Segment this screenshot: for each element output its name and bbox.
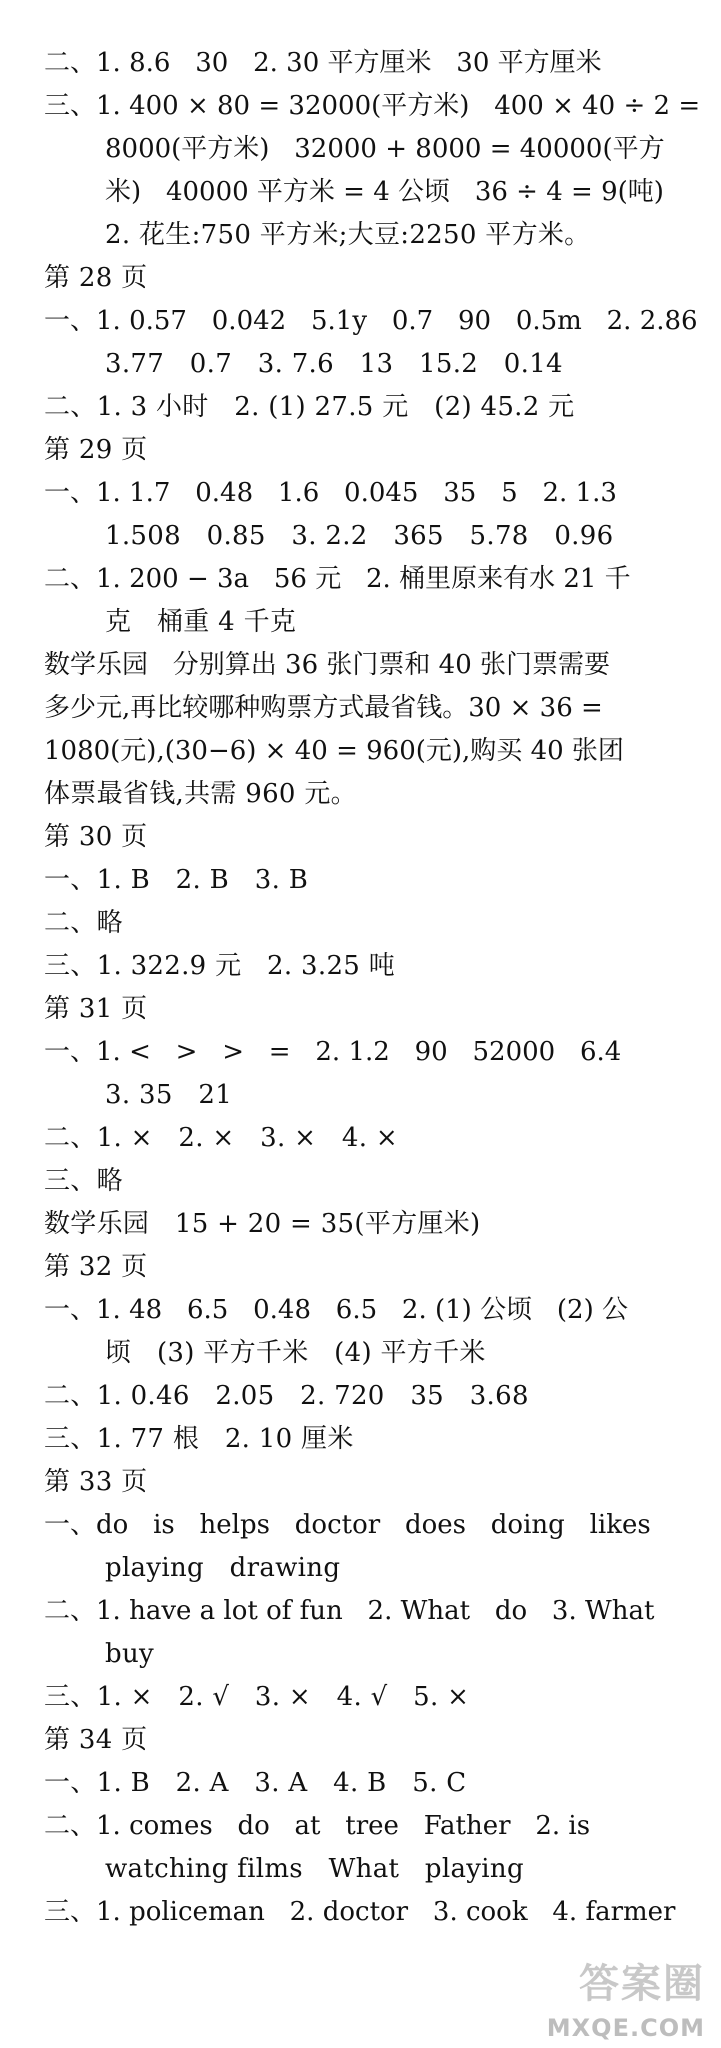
answer-line: 二、略 [44, 908, 123, 938]
answer-line: 3.77 0.7 3. 7.6 13 15.2 0.14 [105, 349, 563, 379]
answer-line: 二、1. × 2. × 3. × 4. × [44, 1123, 398, 1153]
answer-line: 一、do is helps doctor does doing likes [44, 1510, 651, 1540]
answer-line: 一、1. B 2. B 3. B [44, 865, 309, 895]
site-watermark [521, 1962, 711, 2042]
answer-line: buy [105, 1639, 154, 1669]
page-heading: 第 33 页 [44, 1467, 148, 1497]
answer-line: 三、1. 77 根 2. 10 厘米 [44, 1424, 354, 1454]
answer-line: 二、1. 200 − 3a 56 元 2. 桶里原来有水 21 千 [44, 564, 631, 594]
answer-line: 一、1. 48 6.5 0.48 6.5 2. (1) 公顷 (2) 公 [44, 1295, 628, 1325]
answer-line: 三、1. 322.9 元 2. 3.25 吨 [44, 951, 395, 981]
answer-line: 1080(元),(30−6) × 40 = 960(元),购买 40 张团 [44, 736, 624, 766]
answer-line: 三、1. policeman 2. doctor 3. cook 4. farmer [44, 1897, 676, 1927]
answer-line: 克 桶重 4 千克 [105, 607, 297, 637]
answer-line: 8000(平方米) 32000 + 8000 = 40000(平方 [105, 134, 665, 164]
answer-line: 二、1. have a lot of fun 2. What do 3. What [44, 1596, 655, 1626]
answer-line: 3. 35 21 [105, 1080, 233, 1110]
answer-line: 三、1. 400 × 80 = 32000(平方米) 400 × 40 ÷ 2 = [44, 91, 701, 121]
answer-line: 多少元,再比较哪种购票方式最省钱。30 × 36 = [44, 693, 603, 723]
answer-line: 二、1. 8.6 30 2. 30 平方厘米 30 平方厘米 [44, 48, 602, 78]
answer-line: 一、1. 0.57 0.042 5.1y 0.7 90 0.5m 2. 2.86 [44, 306, 698, 336]
answer-line: 二、1. 0.46 2.05 2. 720 35 3.68 [44, 1381, 529, 1411]
answer-line: 一、1. B 2. A 3. A 4. B 5. C [44, 1768, 467, 1798]
page-heading: 第 31 页 [44, 994, 148, 1024]
page-heading: 第 29 页 [44, 435, 148, 465]
answer-line: 一、1. 1.7 0.48 1.6 0.045 35 5 2. 1.3 [44, 478, 617, 508]
answer-line: 三、略 [44, 1166, 123, 1196]
answer-line: 米) 40000 平方米 = 4 公顷 36 ÷ 4 = 9(吨) [105, 177, 664, 207]
answer-line: 数学乐园 分别算出 36 张门票和 40 张门票需要 [44, 650, 611, 680]
answer-line: 数学乐园 15 + 20 = 35(平方厘米) [44, 1209, 481, 1239]
page-heading: 第 30 页 [44, 822, 148, 852]
answer-line: 二、1. comes do at tree Father 2. is [44, 1811, 591, 1841]
watermark-domain: MXQE.COM [546, 2014, 705, 2042]
answer-line: playing drawing [105, 1553, 341, 1583]
page-heading: 第 34 页 [44, 1725, 148, 1755]
page-heading: 第 28 页 [44, 263, 148, 293]
answer-line: 三、1. × 2. √ 3. × 4. √ 5. × [44, 1682, 470, 1712]
answer-line: 一、1. < > > = 2. 1.2 90 52000 6.4 [44, 1037, 622, 1067]
answer-line: 1.508 0.85 3. 2.2 365 5.78 0.96 [105, 521, 614, 551]
answer-line: 二、1. 3 小时 2. (1) 27.5 元 (2) 45.2 元 [44, 392, 575, 422]
answer-line: 2. 花生:750 平方米;大豆:2250 平方米。 [105, 220, 591, 250]
answer-line: watching films What playing [105, 1854, 524, 1884]
answer-line: 顷 (3) 平方千米 (4) 平方千米 [105, 1338, 486, 1368]
answer-line: 体票最省钱,共需 960 元。 [44, 779, 357, 809]
watermark-logo-text: 答案圈 [579, 1961, 705, 2007]
page-heading: 第 32 页 [44, 1252, 148, 1282]
